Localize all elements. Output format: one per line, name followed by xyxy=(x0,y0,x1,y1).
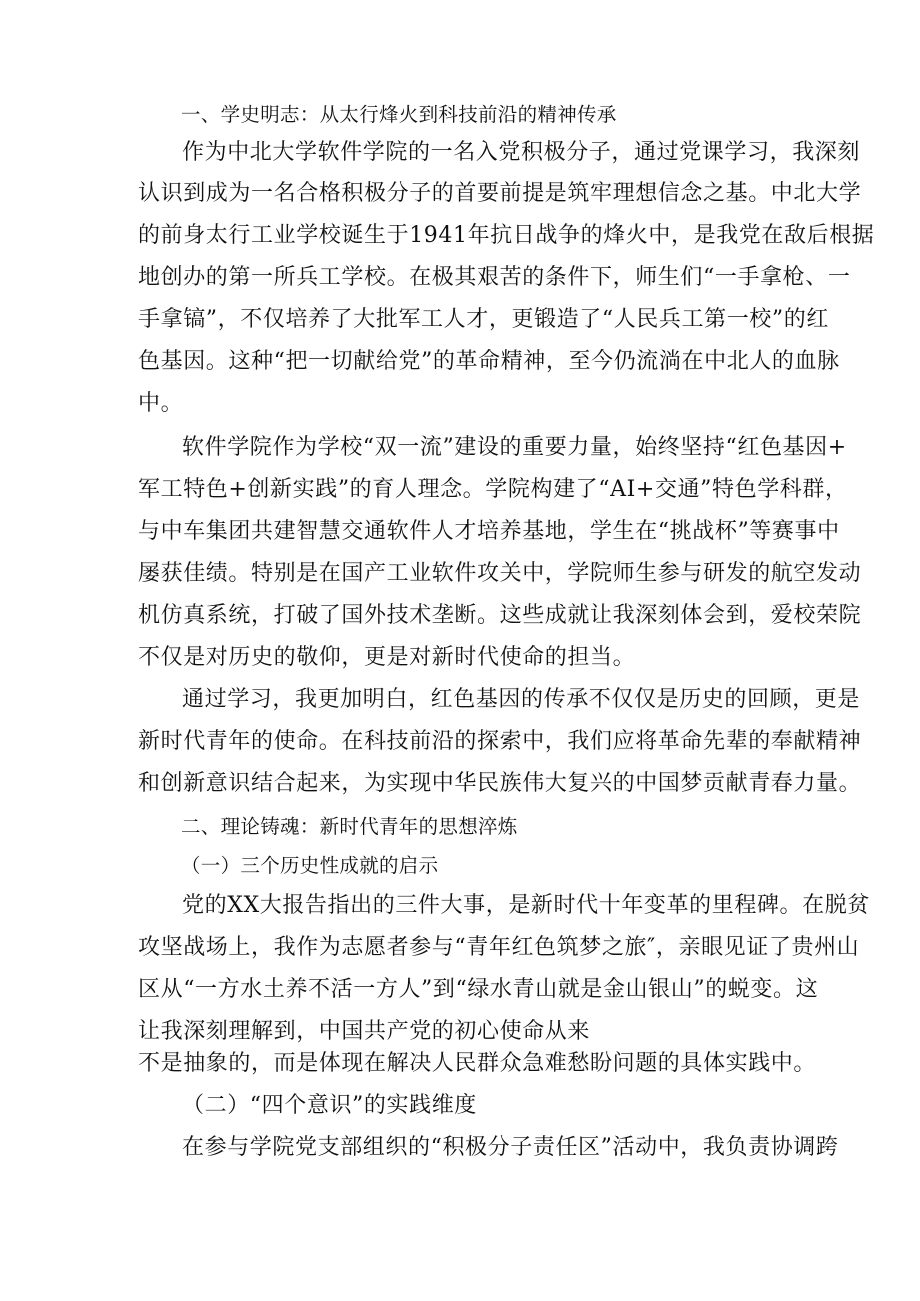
paragraph-line: 认识到成为一名合格积极分子的首要前提是筑牢理想信念之基。中北大学 xyxy=(138,181,862,206)
paragraph-line: 与中车集团共建智慧交通软件人才培养基地，学生在“挑战杯”等赛事中 xyxy=(138,519,840,544)
section-heading-2: 二、理论铸魂：新时代青年的思想淬炼 xyxy=(181,815,518,838)
paragraph-line: 通过学习，我更加明白，红色基因的传承不仅仅是历史的回顾，更是 xyxy=(182,687,861,712)
paragraph-line: 不是抽象的，而是体现在解决人民群众急难愁盼问题的具体实践中。 xyxy=(138,1051,817,1076)
paragraph-line: 中。 xyxy=(138,391,184,416)
paragraph-line: 军工特色+创新实践”的育人理念。学院构建了“AI+交通”特色学科群， xyxy=(138,477,848,502)
subsection-heading-1: （一）三个历史性成就的启示 xyxy=(181,854,439,877)
paragraph-line: 屡获佳绩。特别是在国产工业软件攻关中，学院师生参与研发的航空发动 xyxy=(138,561,862,586)
paragraph-line: 不仅是对历史的敬仰，更是对新时代使命的担当。 xyxy=(138,645,636,670)
paragraph-line: 的前身太行工业学校诞生于1941年抗日战争的烽火中，是我党在敌后根据 xyxy=(138,223,875,248)
section-heading-1: 一、学史明志：从太行烽火到科技前沿的精神传承 xyxy=(181,103,617,126)
paragraph-line: 作为中北大学软件学院的一名入党积极分子，通过党课学习，我深刻 xyxy=(182,140,861,165)
paragraph-line: 地创办的第一所兵工学校。在极其艰苦的条件下，师生们“一手拿枪、一 xyxy=(138,265,851,290)
subsection-heading-2: （二）“四个意识”的实践维度 xyxy=(182,1093,477,1118)
paragraph-line: 机仿真系统，打破了国外技术垄断。这些成就让我深刻体会到，爱校荣院 xyxy=(138,603,862,628)
paragraph-line: 软件学院作为学校“双一流”建设的重要力量，始终坚持“红色基因+ xyxy=(182,435,847,460)
paragraph-line: 和创新意识结合起来，为实现中华民族伟大复兴的中国梦贡献青春力量。 xyxy=(138,771,862,796)
paragraph-line: 让我深刻理解到，中国共产党的初心使命从来 xyxy=(138,1019,591,1044)
paragraph-line: 在参与学院党支部组织的“积极分子责任区”活动中，我负责协调跨 xyxy=(182,1135,839,1160)
paragraph-line: 党的XX大报告指出的三件大事，是新时代十年变革的里程碑。在脱贫 xyxy=(182,893,870,918)
paragraph-line: 新时代青年的使命。在科技前沿的探索中，我们应将革命先辈的奉献精神 xyxy=(138,729,862,754)
paragraph-line: 手拿镐”，不仅培养了大批军工人才，更锻造了“人民兵工第一校”的红 xyxy=(138,307,829,332)
paragraph-line: 区从“一方水土养不活一方人”到“绿水青山就是金山银山”的蜕变。这 xyxy=(138,977,819,1002)
paragraph-line: 攻坚战场上，我作为志愿者参与“青年红色筑梦之旅″，亲眼见证了贵州山 xyxy=(138,935,860,960)
paragraph-line: 色基因。这种“把一切献给党”的革命精神，至今仍流淌在中北人的血脉 xyxy=(138,349,840,374)
